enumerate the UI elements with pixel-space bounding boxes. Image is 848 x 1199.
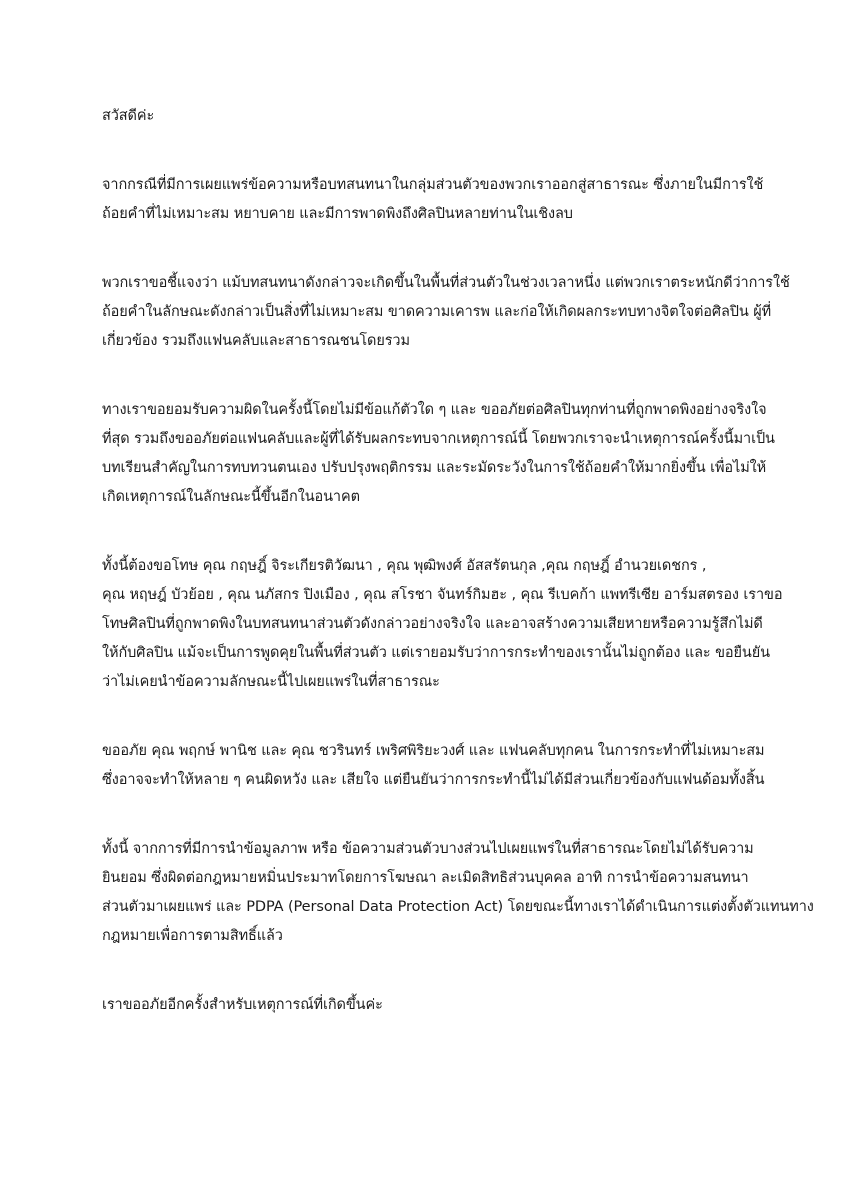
text-line: ที่สุด รวมถึงขออภัยต่อแฟนคลับและผู้ที่ได้รับผลกระทบจากเหตุการณ์นี้ โดยพวกเราจะนำเหตุการณ์ครั้งนี้มาเป็น (102, 431, 775, 447)
text-line: เกิดเหตุการณ์ในลักษณะนี้ขึ้นอีกในอนาคต (102, 489, 360, 505)
text-line: โทษศิลปินที่ถูกพาดพิงในบทสนทนาส่วนตัวดังกล่าวอย่างจริงใจ และอาจสร้างความเสียหายหรือความรู้สึกไม่ดี (102, 616, 763, 632)
paragraph-apology (102, 396, 775, 512)
text-line: ทางเราขอยอมรับความผิดในครั้งนี้โดยไม่มีข้อแก้ตัวใด ๆ และ ขออภัยต่อศิลปินทุกท่านที่ถูกพาดพิงอย่างจริงใจ (102, 402, 767, 418)
paragraph-artists-apology (102, 552, 783, 697)
paragraph-incident (102, 171, 764, 229)
paragraph-closing (102, 991, 752, 1020)
greeting-paragraph (102, 102, 752, 131)
text-line: ถ้อยคำในลักษณะดังกล่าวเป็นสิ่งที่ไม่เหมาะสม ขาดความเคารพ และก่อให้เกิดผลกระทบทางจิตใจต่อศิลปิน ผู้ที่ (102, 304, 772, 320)
text-line: เราขออภัยอีกครั้งสำหรับเหตุการณ์ที่เกิดขึ้นค่ะ (102, 997, 383, 1013)
text-line: พวกเราขอชี้แจงว่า แม้บทสนทนาดังกล่าวจะเกิดขึ้นในพื้นที่ส่วนตัวในช่วงเวลาหนึ่ง แต่พวกเราตระหนักดีว่าการใช้ (102, 275, 790, 291)
text-line: ส่วนตัวมาเผยแพร่ และ PDPA (Personal Data Protection Act) โดยขณะนี้ทางเราได้ดำเนินการแต่งตั้งตัวแทนทาง (102, 899, 814, 915)
paragraph-legal-action (102, 835, 814, 951)
greeting-text: สวัสดีค่ะ (102, 108, 155, 124)
text-line: จากกรณีที่มีการเผยแพร่ข้อความหรือบทสนทนาในกลุ่มส่วนตัวของพวกเราออกสู่สาธารณะ ซึ่งภายในมีการใช้ (102, 177, 764, 193)
text-line: กฎหมายเพื่อการตามสิทธิ์แล้ว (102, 928, 283, 944)
text-line: เกี่ยวข้อง รวมถึงแฟนคลับและสาธารณชนโดยรวม (102, 333, 410, 349)
text-line: ยินยอม ซึ่งผิดต่อกฎหมายหมิ่นประมาทโดยการโฆษณา ละเมิดสิทธิส่วนบุคคล อาทิ การนำข้อความสนทนา (102, 870, 749, 886)
statement-body (102, 102, 814, 1020)
text-line: คุณ หฤษฎ์ บัวย้อย , คุณ นภัสกร ปิงเมือง , คุณ สโรชา จันทร์กิมฮะ , คุณ รีเบคก้า แพทรีเซีย อาร์มสตรอง เราขอ (102, 587, 783, 603)
paragraph-clarification (102, 269, 790, 356)
text-line: บทเรียนสำคัญในการทบทวนตนเอง ปรับปรุงพฤติกรรม และระมัดระวังในการใช้ถ้อยคำให้มากยิ่งขึ้น เพื่อไม่ให้ (102, 460, 767, 476)
text-line: ให้กับศิลปิน แม้จะเป็นการพูดคุยในพื้นที่ส่วนตัว แต่เรายอมรับว่าการกระทำของเรานั้นไม่ถูกต้อง และ ขอยืนยัน (102, 645, 770, 661)
paragraph-fanclub-apology (102, 737, 765, 795)
text-line: ทั้งนี้ จากการที่มีการนำข้อมูลภาพ หรือ ข้อความส่วนตัวบางส่วนไปเผยแพร่ในที่สาธารณะโดยไม่ได้รับความ (102, 841, 754, 857)
text-line: ซึ่งอาจจะทำให้หลาย ๆ คนผิดหวัง และ เสียใจ แต่ยืนยันว่าการกระทำนี้ไม่ได้มีส่วนเกี่ยวข้องกับแฟนด้อมทั้งสิ้น (102, 772, 765, 788)
text-line: ทั้งนี้ต้องขอโทษ คุณ กฤษฎิ์ จิระเกียรติวัฒนา , คุณ พุฒิพงศ์ อัสสรัตนกุล ,คุณ กฤษฎิ์ อำนวยเดชกร , (102, 558, 707, 574)
text-line: ถ้อยคำที่ไม่เหมาะสม หยาบคาย และมีการพาดพิงถึงศิลปินหลายท่านในเชิงลบ (102, 206, 573, 222)
text-line: ว่าไม่เคยนำข้อความลักษณะนี้ไปเผยแพร่ในที่สาธารณะ (102, 674, 440, 690)
text-line: ขออภัย คุณ พฤกษ์ พานิช และ คุณ ชวรินทร์ เพริศพิริยะวงศ์ และ แฟนคลับทุกคน ในการกระทำที่ไม่เหมาะสม (102, 743, 765, 759)
